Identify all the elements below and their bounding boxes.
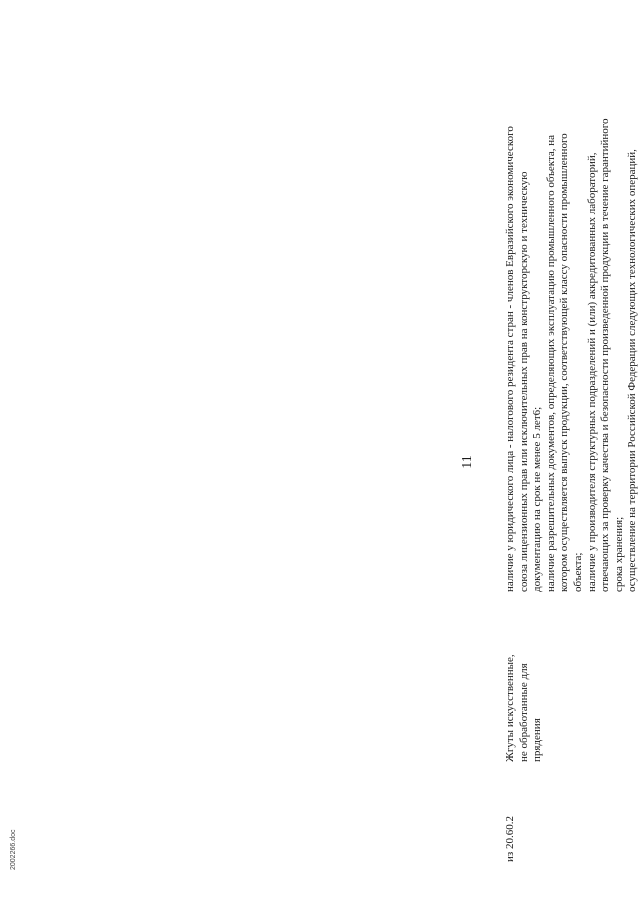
footer-file-code: 2002266.doc	[10, 829, 17, 870]
row-criteria	[504, 52, 640, 592]
criteria-line: срока хранения;	[612, 516, 625, 592]
row-code: из 20.60.2	[504, 816, 516, 862]
criteria-line: отвечающих за проверку качества и безопасности произведенной продукции в течение гарантийного	[599, 118, 612, 592]
product-name-line: Жгуты искусственные,	[504, 654, 516, 762]
criteria-line: союза лицензионных прав или исключительных прав на конструкторскую и техническую	[517, 171, 530, 592]
product-name-line: прядения	[531, 718, 544, 762]
criteria-line: осуществление на территории Российской Федерации следующих технологических операций,	[626, 149, 639, 592]
criteria-line: наличие разрешительных документов, определяющих эксплуатацию промышленного объекта, на	[544, 134, 557, 592]
row-product-name	[504, 622, 545, 762]
product-name-line: не обработанные для	[517, 663, 530, 762]
criteria-line: объекта;	[571, 552, 584, 592]
criteria-line: наличие у юридического лица - налогового резидента стран - членов Евразийского экономического	[504, 126, 516, 592]
criteria-line: котором осуществляется выпуск продукции, соответствующей классу опасности промышленного	[558, 133, 571, 592]
rotated-content	[64, 52, 639, 862]
page-number: 11	[460, 455, 475, 469]
criteria-line: документацию на срок не менее 5 лет6;	[531, 406, 544, 592]
criteria-line: наличие у производителя структурных подразделений и (или) аккредитованных лабораторий,	[585, 152, 598, 592]
